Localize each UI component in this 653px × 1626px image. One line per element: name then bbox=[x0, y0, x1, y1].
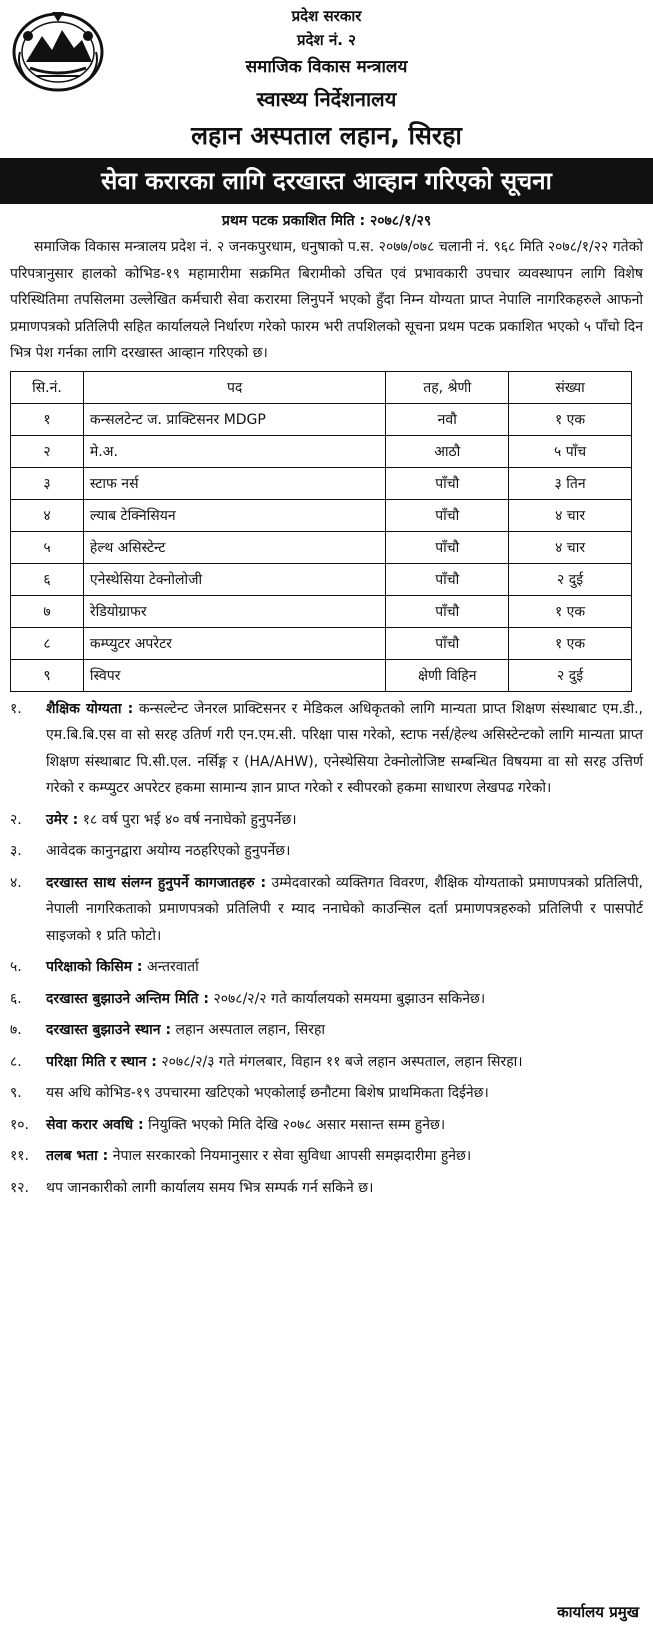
item-body bbox=[46, 696, 643, 802]
table-row bbox=[11, 659, 632, 691]
vacancy-table bbox=[10, 371, 632, 692]
header-line-hospital: लहान अस्पताल लहान, सिरहा bbox=[191, 121, 462, 150]
item-body bbox=[46, 986, 643, 1013]
item-body bbox=[46, 870, 643, 950]
cell-level: पाँचौ bbox=[386, 467, 509, 499]
header-line-provincial-government: प्रदेश सरकार bbox=[291, 7, 362, 25]
column-header-count: संख्या bbox=[509, 371, 632, 403]
table-row bbox=[11, 531, 632, 563]
table-header-row bbox=[11, 371, 632, 403]
item-number: १. bbox=[10, 700, 22, 717]
header-line-directorate: स्वास्थ्य निर्देशनालय bbox=[256, 87, 397, 111]
item-text: कन्सल्टेन्ट जेनरल प्राक्टिसनर र मेडिकल अधिकृतको लागि मान्यता प्राप्त शिक्षण संस्थाबाट एम.डी., एम.बि.बि.एस वा सो सरह उतिर्ण गरी एन.एम.सी. परिक्षा पास गरेको, स्टाफ नर्स/हेल्थ असिस्टेन्टको लागि मान्यता प्राप्त शिक्षण संस्थाबाट पि.सी.एल. नर्सिङ्ग र (HA/AHW), एनेस्थेसिया टेक्नोलोजिष्ट सम्बन्धित विषयमा वा सो सरह उत्तिर्ण गरेको र कम्प्युटर अपरेटर हकमा सामान्य ज्ञान प्राप्त गरेको र स्वीपरको हकमा साधारण लेखपढ गरेको। bbox=[46, 700, 643, 796]
item-text: २०७८/२/३ गते मंगलबार, विहान ११ बजे लहान अस्पताल, लहान सिरहा। bbox=[156, 1053, 523, 1070]
cell-level: पाँचौ bbox=[386, 595, 509, 627]
intro-paragraph: समाजिक विकास मन्त्रालय प्रदेश नं. २ जनकपुरधाम, धनुषाको प.स. २०७७/०७८ चलानी नं. ९६८ मिति २०७८/१/२२ गतेको परिपत्रानुसार हालको कोभिड-१९ महामारीमा सक्रमित बिरामीको उचित एवं प्रभावकारी उपचार व्यवस्थापन लागि विशेष परिस्थितिमा तपसिलमा उल्लेखित कर्मचारी सेवा करारमा लिनुपर्ने भएको हुँदा निम्न योग्यता प्राप्त नेपालि नागरिकहरुले आफनो प्रमाणपत्रको प्रतिलिपी सहित कार्यालयले निर्धारण गरेको फारम भरी तपशिलको सूचना प्रथम पटक प्रकाशित भएको ५ पाँचो दिन भित्र पेश गर्नका लागि दरखास्त आव्हान गरिएको छ। bbox=[10, 239, 643, 361]
table-row bbox=[11, 499, 632, 531]
cell-count: १ एक bbox=[509, 403, 632, 435]
item-body bbox=[46, 1017, 643, 1044]
conditions-list bbox=[10, 696, 643, 1202]
cell-count: १ एक bbox=[509, 627, 632, 659]
item-body bbox=[46, 1049, 643, 1076]
table-row bbox=[11, 595, 632, 627]
list-item bbox=[10, 1175, 643, 1202]
item-text: लहान अस्पताल लहान, सिरहा bbox=[171, 1022, 326, 1038]
table-row bbox=[11, 467, 632, 499]
cell-level: नवौ bbox=[386, 403, 509, 435]
item-text: १८ वर्ष पुरा भई ४० वर्ष ननाघेको हुनुपर्नेछ। bbox=[78, 811, 297, 828]
item-label: दरखास्त बुझाउने अन्तिम मिति : bbox=[46, 990, 209, 1007]
item-body bbox=[46, 954, 643, 981]
cell-post: एनेस्थेसिया टेक्नोलोजी bbox=[83, 563, 385, 595]
list-item bbox=[10, 807, 643, 834]
item-body bbox=[46, 1143, 643, 1170]
item-text: नेपाल सरकारको नियमानुसार र सेवा सुविधा आपसी समझदारीमा हुनेछ। bbox=[108, 1148, 472, 1164]
item-text: थप जानकारीको लागी कार्यालय समय भित्र सम्पर्क गर्न सकिने छ। bbox=[46, 1179, 374, 1196]
cell-serial: ५ bbox=[11, 531, 84, 563]
cell-count: ४ चार bbox=[509, 499, 632, 531]
cell-post: स्टाफ नर्स bbox=[83, 467, 385, 499]
item-text: २०७८/२/२ गते कार्यालयको समयमा बुझाउन सकिनेछ। bbox=[209, 990, 486, 1007]
item-text: नियुक्ति भएको मिति देखि २०७८ असार मसान्त सम्म हुनेछ। bbox=[143, 1116, 446, 1133]
item-label: परिक्षाको किसिम : bbox=[46, 959, 143, 975]
column-header-level: तह, श्रेणी bbox=[386, 371, 509, 403]
cell-count: ४ चार bbox=[509, 531, 632, 563]
list-item bbox=[10, 870, 643, 950]
cell-serial: ४ bbox=[11, 499, 84, 531]
cell-level: क्षेणी विहिन bbox=[386, 659, 509, 691]
item-number: ८. bbox=[10, 1053, 22, 1070]
cell-serial: ९ bbox=[11, 659, 84, 691]
cell-count: ५ पाँच bbox=[509, 435, 632, 467]
list-item bbox=[10, 954, 643, 981]
item-body bbox=[46, 838, 643, 865]
item-number: ६. bbox=[10, 990, 22, 1007]
item-label: दरखास्त बुझाउने स्थान : bbox=[46, 1022, 172, 1038]
header-line-ministry: समाजिक विकास मन्त्रालय bbox=[245, 57, 408, 77]
cell-count: २ दुई bbox=[509, 659, 632, 691]
item-text: आवेदक कानुनद्वारा अयोग्य नठहरिएको हुनुपर्नेछ। bbox=[46, 843, 291, 859]
cell-level: पाँचौ bbox=[386, 627, 509, 659]
list-item bbox=[10, 696, 643, 802]
cell-post: रेडियोग्राफर bbox=[83, 595, 385, 627]
table-row bbox=[11, 627, 632, 659]
column-header-post: पद bbox=[83, 371, 385, 403]
notice-title-banner: सेवा करारका लागि दरखास्त आव्हान गरिएको सूचना bbox=[0, 158, 653, 204]
cell-count: २ दुई bbox=[509, 563, 632, 595]
cell-level: पाँचौ bbox=[386, 499, 509, 531]
item-number: ३. bbox=[10, 843, 22, 859]
item-label: सेवा करार अवधि : bbox=[46, 1116, 144, 1133]
item-label: शैक्षिक योग्यता : bbox=[46, 700, 134, 717]
column-header-serial: सि.नं. bbox=[11, 371, 84, 403]
nepal-government-emblem-icon bbox=[8, 6, 108, 94]
cell-serial: ३ bbox=[11, 467, 84, 499]
item-number: १२. bbox=[10, 1179, 30, 1196]
list-item bbox=[10, 1143, 643, 1170]
cell-post: ल्याब टेक्निसियन bbox=[83, 499, 385, 531]
item-body bbox=[46, 1175, 643, 1202]
cell-serial: ७ bbox=[11, 595, 84, 627]
table-row bbox=[11, 563, 632, 595]
item-text: उम्मेदवारको व्यक्तिगत विवरण, शैक्षिक योग्यताको प्रमाणपत्रको प्रतिलिपी, नेपाली नागरिकताको प्रमाणपत्रको प्रतिलिपी र म्याद ननाघेको काउन्सिल दर्ता प्रमाणपत्रहरुको प्रतिलिपी र पासपोर्ट साइजको १ प्रति फोटो। bbox=[46, 874, 643, 944]
item-number: ५. bbox=[10, 959, 22, 975]
cell-serial: ८ bbox=[11, 627, 84, 659]
item-number: ९. bbox=[10, 1085, 22, 1101]
publication-date: प्रथम पटक प्रकाशित मिति : २०७८/१/२९ bbox=[221, 213, 432, 229]
cell-count: ३ तिन bbox=[509, 467, 632, 499]
table-row bbox=[11, 435, 632, 467]
cell-post: कम्प्युटर अपरेटर bbox=[83, 627, 385, 659]
list-item bbox=[10, 1049, 643, 1076]
item-number: १०. bbox=[10, 1116, 30, 1133]
item-number: ११. bbox=[10, 1148, 30, 1164]
list-item bbox=[10, 1017, 643, 1044]
item-body bbox=[46, 1112, 643, 1139]
item-number: २. bbox=[10, 811, 22, 828]
item-body bbox=[46, 807, 643, 834]
header-line-province-number: प्रदेश नं. २ bbox=[297, 31, 356, 49]
cell-count: १ एक bbox=[509, 595, 632, 627]
item-text: यस अधि कोभिड-१९ उपचारमा खटिएको भएकोलाई छनौटमा बिशेष प्राथमिकता दिईनेछ। bbox=[46, 1085, 489, 1101]
item-number: ७. bbox=[10, 1022, 22, 1038]
list-item bbox=[10, 1080, 643, 1107]
cell-level: पाँचौ bbox=[386, 563, 509, 595]
list-item bbox=[10, 838, 643, 865]
table-row bbox=[11, 403, 632, 435]
cell-level: पाँचौ bbox=[386, 531, 509, 563]
office-chief-signature-line: कार्यालय प्रमुख bbox=[557, 1603, 639, 1621]
cell-serial: ६ bbox=[11, 563, 84, 595]
item-body bbox=[46, 1080, 643, 1107]
cell-post: हेल्थ असिस्टेन्ट bbox=[83, 531, 385, 563]
item-label: दरखास्त साथ संलग्न हुनुपर्ने कागजातहरु : bbox=[46, 874, 267, 891]
list-item bbox=[10, 986, 643, 1013]
cell-serial: २ bbox=[11, 435, 84, 467]
cell-post: स्विपर bbox=[83, 659, 385, 691]
cell-level: आठौ bbox=[386, 435, 509, 467]
item-label: तलब भता : bbox=[46, 1148, 109, 1164]
cell-post: कन्सलटेन्ट ज. प्राक्टिसनर MDGP bbox=[83, 403, 385, 435]
cell-post: मे.अ. bbox=[83, 435, 385, 467]
list-item bbox=[10, 1112, 643, 1139]
item-text: अन्तरवार्ता bbox=[142, 959, 199, 975]
cell-serial: १ bbox=[11, 403, 84, 435]
item-label: परिक्षा मिति र स्थान : bbox=[46, 1053, 157, 1070]
item-label: उमेर : bbox=[46, 811, 79, 828]
item-number: ४. bbox=[10, 874, 22, 891]
